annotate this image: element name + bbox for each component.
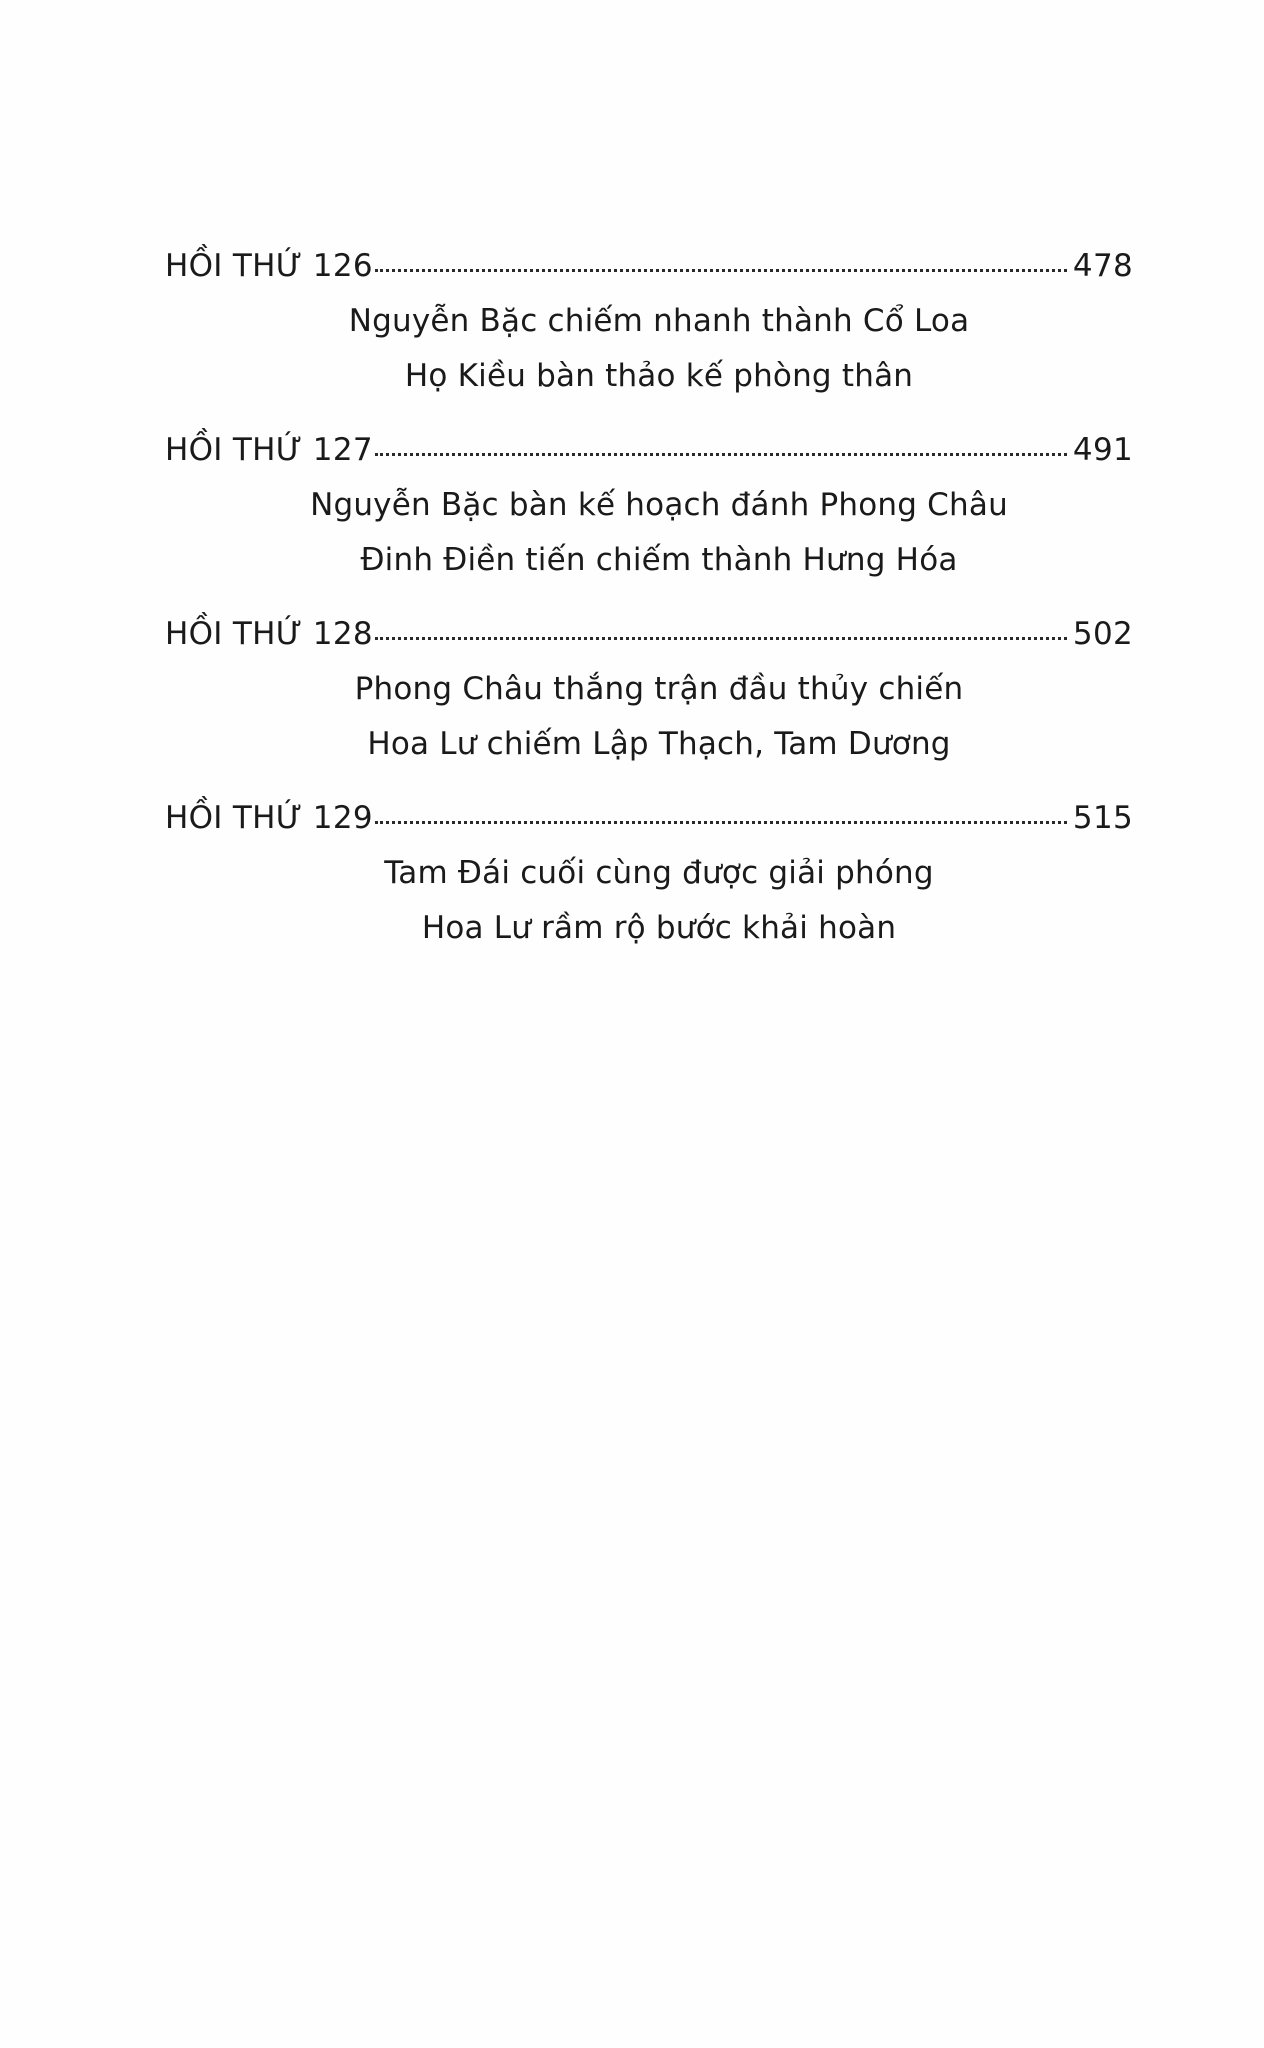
chapter-subtitle-line: Đinh Điền tiến chiếm thành Hưng Hóa [360, 542, 958, 578]
toc-chapter [165, 790, 1135, 974]
table-of-contents [165, 238, 1135, 974]
chapter-subtitle-line: Phong Châu thắng trận đầu thủy chiến [354, 671, 964, 707]
toc-entry-row [165, 790, 1135, 846]
toc-chapter [165, 606, 1135, 790]
page-number: 515 [1072, 800, 1133, 836]
dot-leader [375, 453, 1067, 456]
toc-entry-row [165, 606, 1135, 662]
page-number: 502 [1072, 616, 1133, 652]
dot-leader [375, 269, 1067, 272]
chapter-subtitles [165, 294, 1135, 422]
chapter-subtitle-line: Hoa Lư chiếm Lập Thạch, Tam Dương [367, 726, 951, 762]
chapter-subtitles [165, 662, 1135, 790]
dot-leader [375, 637, 1067, 640]
chapter-subtitle-line: Tam Đái cuối cùng được giải phóng [384, 855, 934, 891]
chapter-label: HỒI THỨ 126 [165, 248, 373, 284]
chapter-label: HỒI THỨ 128 [165, 616, 373, 652]
toc-entry-row [165, 238, 1135, 294]
chapter-label: HỒI THỨ 127 [165, 432, 373, 468]
chapter-subtitles [165, 478, 1135, 606]
toc-entry-row [165, 422, 1135, 478]
chapter-subtitles [165, 846, 1135, 974]
dot-leader [375, 821, 1067, 824]
chapter-subtitle-line: Hoa Lư rầm rộ bước khải hoàn [421, 910, 897, 946]
chapter-subtitle-line: Họ Kiều bàn thảo kế phòng thân [404, 358, 914, 394]
toc-chapter [165, 238, 1135, 422]
chapter-subtitle-line: Nguyễn Bặc bàn kế hoạch đánh Phong Châu [310, 487, 1008, 523]
chapter-subtitle-line: Nguyễn Bặc chiếm nhanh thành Cổ Loa [348, 303, 970, 339]
chapter-label: HỒI THỨ 129 [165, 800, 373, 836]
page-number: 478 [1072, 248, 1133, 284]
toc-chapter [165, 422, 1135, 606]
page-number: 491 [1072, 432, 1133, 468]
